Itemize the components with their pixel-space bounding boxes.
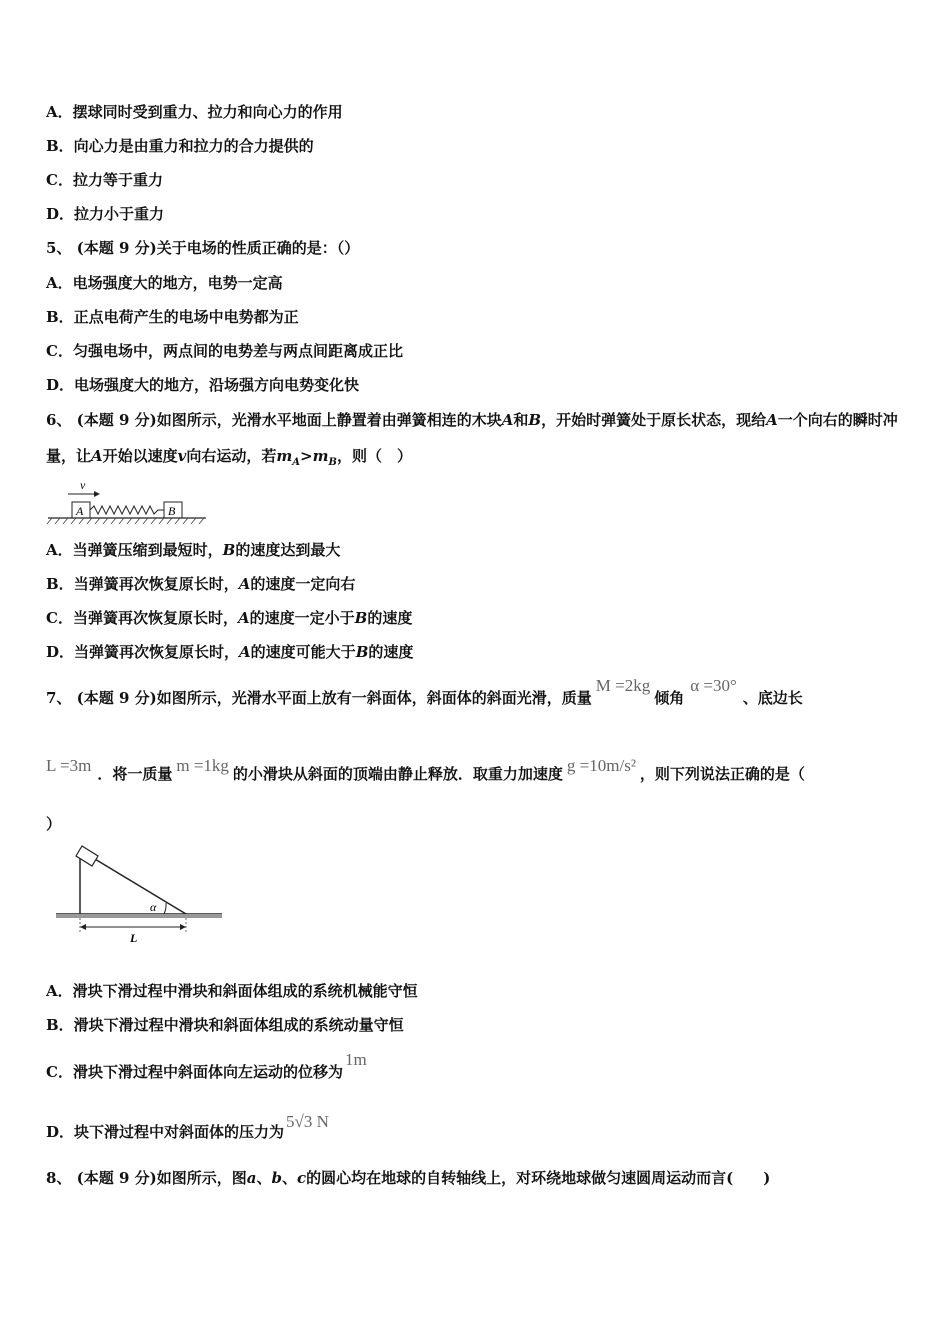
q5-option-a: A．电场强度大的地方，电势一定高 xyxy=(46,274,283,292)
base-length-label: L xyxy=(130,931,138,945)
q5-option-d: D．电场强度大的地方，沿场强方向电势变化快 xyxy=(46,376,360,394)
q7-mass-formula: M =2kg xyxy=(595,676,651,695)
surface-hatch xyxy=(56,914,222,918)
q7-stem-line3: ） xyxy=(46,815,62,833)
q7-option-d-formula: 5√3 N xyxy=(286,1112,329,1131)
q7-small-mass-formula: m =1kg xyxy=(176,756,229,775)
q7-gravity-formula: g =10m/s² xyxy=(566,756,636,775)
q4-option-d: D．拉力小于重力 xyxy=(46,205,165,223)
q7-stem-line1: 7、 (本题 9 分)如图所示，光滑水平面上放有一斜面体，斜面体的斜面光滑，质量M =2kg倾角α =30°、底边长 xyxy=(46,676,803,707)
q6-option-a: A．当弹簧压缩到最短时，B的速度达到最大 xyxy=(46,541,341,559)
q7-option-d: D．块下滑过程中对斜面体的压力为5√3 N xyxy=(46,1112,329,1141)
q7-option-a: A．滑块下滑过程中滑块和斜面体组成的系统机械能守恒 xyxy=(46,982,418,1000)
q6-option-d: D．当弹簧再次恢复原长时，A的速度可能大于B的速度 xyxy=(46,643,414,661)
q4-option-c: C．拉力等于重力 xyxy=(46,171,163,189)
q5-stem: 5、 (本题 9 分)关于电场的性质正确的是：（） xyxy=(46,239,360,257)
q7-option-c: C．滑块下滑过程中斜面体向左运动的位移为1m xyxy=(46,1050,367,1081)
spring xyxy=(90,506,164,514)
q8-stem: 8、 (本题 9 分)如图所示，图a、b、c的圆心均在地球的自转轴线上，对环绕地球做匀速圆周运动而言( ) xyxy=(46,1169,771,1187)
block-a-label: A xyxy=(76,504,84,518)
block-b-label: B xyxy=(168,504,176,518)
velocity-label: v xyxy=(80,478,86,492)
q7-option-c-formula: 1m xyxy=(344,1050,367,1069)
q6-option-c: C．当弹簧再次恢复原长时，A的速度一定小于B的速度 xyxy=(46,609,413,627)
q7-length-formula: L =3m xyxy=(46,756,92,775)
q5-option-b: B．正点电荷产生的电场中电势都为正 xyxy=(46,308,299,326)
incline-figure xyxy=(52,842,228,948)
spring-blocks-figure xyxy=(46,478,208,526)
q5-option-c: C．匀强电场中，两点间的电势差与两点间距离成正比 xyxy=(46,342,403,360)
q7-stem-line2: L =3m ．将一质量 m =1kg 的小滑块从斜面的顶端由静止释放．取重力加速度 g =10m/s² ，则下列说法正确的是（ xyxy=(46,756,805,783)
q4-option-b: B．向心力是由重力和拉力的合力提供的 xyxy=(46,137,314,155)
q4-option-a: A．摆球同时受到重力、拉力和向心力的作用 xyxy=(46,103,343,121)
q7-angle-formula: α =30° xyxy=(690,676,737,695)
q6-option-b: B．当弹簧再次恢复原长时，A的速度一定向右 xyxy=(46,575,356,593)
angle-label: α xyxy=(150,900,157,914)
q6-stem: 6、 (本题 9 分)如图所示，光滑水平地面上静置着由弹簧相连的木块A和B，开始时弹簧处于原长状态，现给A一个向右的瞬时冲量，让A开始以速度v向右运动，若$m_A>m_B$，则（ ） xyxy=(46,411,898,468)
q7-option-b: B．滑块下滑过程中滑块和斜面体组成的系统动量守恒 xyxy=(46,1016,404,1034)
